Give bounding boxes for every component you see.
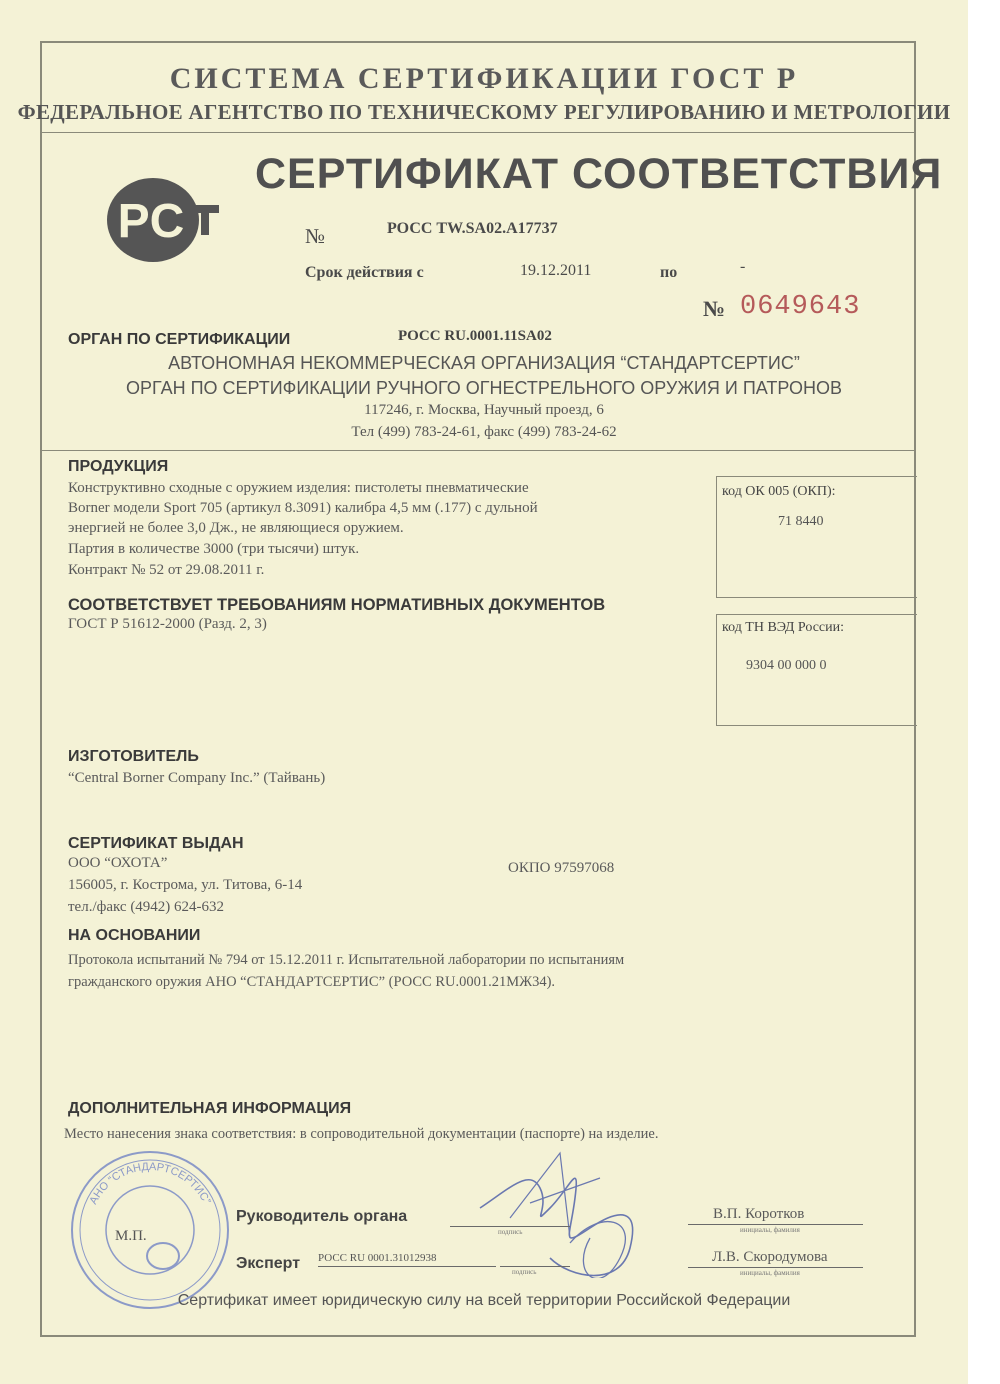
head-name: В.П. Коротков xyxy=(713,1206,805,1222)
okp-code: 71 8440 xyxy=(778,514,824,529)
product-line: Конструктивно сходные с оружием изделия: пистолеты пневматические xyxy=(68,480,529,496)
product-line: Borner модели Sport 705 (артикул 8.3091) калибра 4,5 мм (.177) с дульной xyxy=(68,500,538,516)
head-signature-caption: подпись xyxy=(498,1228,523,1236)
conformity-standard: ГОСТ Р 51612-2000 (Разд. 2, 3) xyxy=(68,616,267,632)
agency-name: ФЕДЕРАЛЬНОЕ АГЕНТСТВО ПО ТЕХНИЧЕСКОМУ РЕГУЛИРОВАНИЮ И МЕТРОЛОГИИ xyxy=(17,100,951,124)
cert-number: РОСС TW.SA02.A17737 xyxy=(387,220,558,237)
product-line: Партия в количестве 3000 (три тысячи) штук. xyxy=(68,541,360,557)
expert-name-line xyxy=(688,1267,863,1268)
basis-heading: НА ОСНОВАНИИ xyxy=(68,927,201,944)
svg-text:АНО “СТАНДАРТСЕРТИС” xyxy=(87,1161,212,1207)
organ-divider xyxy=(40,450,916,451)
issued-to-okpo: ОКПО 97597068 xyxy=(508,860,615,876)
head-name-caption: инициалы, фамилия xyxy=(740,1226,800,1234)
expert-code: РОСС RU 0001.31012938 xyxy=(318,1252,437,1264)
blank-number: 0649643 xyxy=(740,292,861,322)
product-line: Контракт № 52 от 29.08.2011 г. xyxy=(68,562,265,578)
product-line: энергией не более 3,0 Дж., не являющиеся оружием. xyxy=(68,520,404,536)
blank-number-label: № xyxy=(703,296,726,321)
manufacturer-heading: ИЗГОТОВИТЕЛЬ xyxy=(68,748,199,765)
basis-line-2: гражданского оружия АНО “СТАНДАРТСЕРТИС” (РОСС RU.0001.21МЖ34). xyxy=(68,974,556,990)
expert-signature-caption: подпись xyxy=(512,1268,537,1276)
certification-body-code: РОСС RU.0001.11SA02 xyxy=(398,328,552,344)
certification-body-phone: Тел (499) 783-24-61, факс (499) 783-24-62 xyxy=(351,424,617,440)
head-name-line xyxy=(688,1224,863,1225)
system-title: СИСТЕМА СЕРТИФИКАЦИИ ГОСТ Р xyxy=(169,62,799,95)
certification-body-name-2: ОРГАН ПО СЕРТИФИКАЦИИ РУЧНОГО ОГНЕСТРЕЛЬНОГО ОРУЖИЯ И ПАТРОНОВ xyxy=(126,378,842,398)
certificate-title: СЕРТИФИКАТ СООТВЕТСТВИЯ xyxy=(255,150,943,198)
manufacturer-name: “Central Borner Company Inc.” (Тайвань) xyxy=(68,770,326,786)
validity-label: Срок действия с xyxy=(305,264,424,281)
rst-logo-icon xyxy=(103,175,223,265)
organization-stamp-icon xyxy=(68,1148,233,1313)
valid-to-label: по xyxy=(660,264,678,281)
svg-text:PC: PC xyxy=(117,195,185,248)
additional-info-heading: ДОПОЛНИТЕЛЬНАЯ ИНФОРМАЦИЯ xyxy=(68,1100,352,1117)
head-role-label: Руководитель органа xyxy=(236,1208,408,1225)
issued-to-phone: тел./факс (4942) 624-632 xyxy=(68,899,225,915)
header-divider xyxy=(40,132,916,133)
head-signature-line xyxy=(450,1226,570,1227)
expert-code-line xyxy=(318,1266,496,1267)
stamp-text: АНО “СТАНДАРТСЕРТИС” xyxy=(87,1160,213,1207)
certification-body-address: 117246, г. Москва, Научный проезд, 6 xyxy=(364,402,604,418)
conformity-heading: СООТВЕТСТВУЕТ ТРЕБОВАНИЯМ НОРМАТИВНЫХ ДОКУМЕНТОВ xyxy=(68,596,606,614)
legal-force-text: Сертификат имеет юридическую силу на всей территории Российской Федерации xyxy=(177,1292,791,1309)
tnved-label: код ТН ВЭД России: xyxy=(722,620,845,635)
valid-to-date: - xyxy=(740,258,746,275)
stamp-place-label: М.П. xyxy=(115,1228,147,1244)
product-heading: ПРОДУКЦИЯ xyxy=(68,458,169,475)
additional-info-text: Место нанесения знака соответствия: в сопроводительной документации (паспорте) на изделие. xyxy=(64,1126,659,1142)
valid-from-date: 19.12.2011 xyxy=(520,262,592,279)
okp-label: код ОК 005 (ОКП): xyxy=(722,484,836,499)
issued-to-company: ООО “ОХОТА” xyxy=(68,855,168,871)
cert-number-label: № xyxy=(305,224,326,248)
handwritten-signature-icon xyxy=(470,1148,650,1278)
expert-name: Л.В. Скородумова xyxy=(712,1249,828,1265)
issued-to-heading: СЕРТИФИКАТ ВЫДАН xyxy=(68,835,244,852)
expert-role-label: Эксперт xyxy=(236,1255,301,1272)
tnved-code: 9304 00 000 0 xyxy=(746,658,827,673)
certification-body-name-1: АВТОНОМНАЯ НЕКОММЕРЧЕСКАЯ ОРГАНИЗАЦИЯ “СТАНДАРТСЕРТИС” xyxy=(168,353,800,373)
issued-to-address: 156005, г. Кострома, ул. Титова, 6-14 xyxy=(68,877,303,893)
expert-name-caption: инициалы, фамилия xyxy=(740,1269,800,1277)
certification-body-heading: ОРГАН ПО СЕРТИФИКАЦИИ xyxy=(68,331,291,348)
basis-line-1: Протокола испытаний № 794 от 15.12.2011 г. Испытательной лаборатории по испытаниям xyxy=(68,952,625,968)
expert-signature-line xyxy=(500,1266,570,1267)
